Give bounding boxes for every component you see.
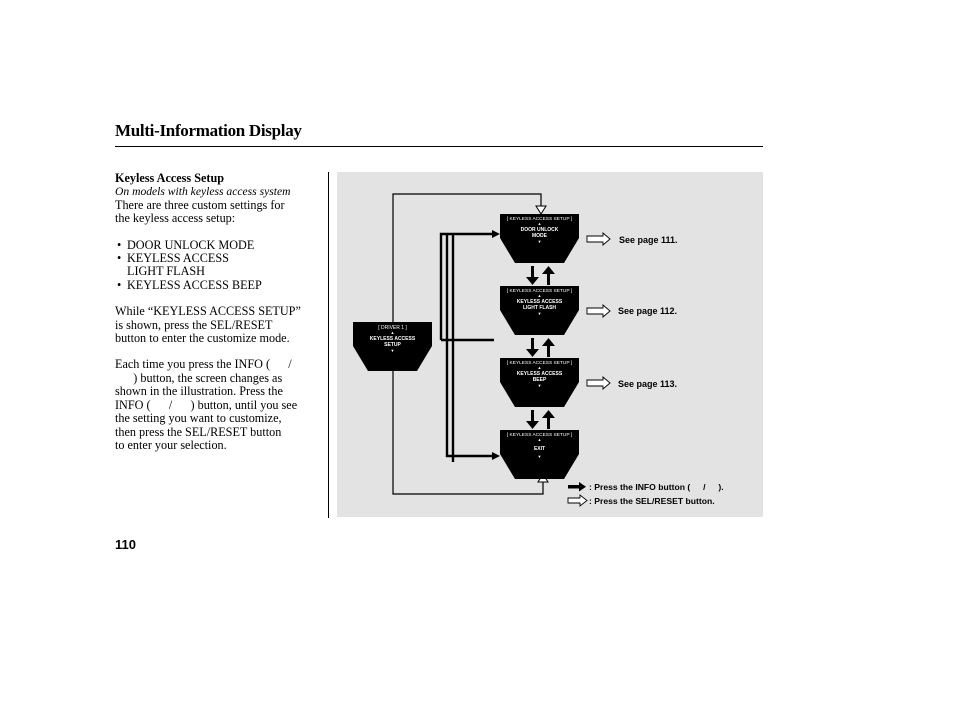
sel-arrow-icon — [587, 377, 610, 389]
see-page-note: See page 112. — [618, 306, 678, 316]
setup-flow-diagram — [337, 172, 763, 517]
paragraph-info — [115, 358, 320, 452]
column-divider — [328, 172, 329, 518]
screen-text: [ KEYLESS ACCESS SETUP ] — [506, 361, 573, 366]
legend-info-text: : Press the INFO button ( / ). — [589, 482, 724, 492]
page-number: 110 — [115, 537, 136, 552]
paragraph-line: ) button, the screen changes as — [115, 370, 283, 385]
paragraph-line: While “KEYLESS ACCESS SETUP” — [115, 304, 301, 319]
paragraph-line: the setting you want to customize, — [115, 411, 282, 426]
screen-text: [ KEYLESS ACCESS SETUP ] — [506, 433, 573, 438]
paragraph-line: Each time you press the INFO ( / — [115, 357, 292, 372]
list-item — [115, 279, 320, 292]
screen-text: EXIT — [533, 446, 546, 452]
paragraph-line: button to enter the customize mode. — [115, 331, 290, 346]
list-item-text: KEYLESS ACCESS BEEP — [127, 277, 262, 292]
info-arrow-pair — [526, 338, 555, 357]
paragraph-setup — [115, 305, 320, 345]
up-icon: ▲ — [537, 365, 542, 370]
screen-text: BEEP — [532, 377, 547, 383]
screen-text: DOOR UNLOCK — [520, 227, 559, 233]
screen-beep — [500, 358, 579, 407]
up-icon: ▲ — [537, 293, 542, 298]
screen-text: KEYLESS ACCESS — [516, 299, 563, 305]
down-icon: ▼ — [390, 348, 395, 353]
diagram-svg — [337, 172, 763, 517]
title-divider — [115, 146, 763, 147]
down-icon: ▼ — [537, 383, 542, 388]
legend-sel-text: : Press the SEL/RESET button. — [589, 496, 715, 506]
see-page-note: See page 113. — [618, 379, 678, 389]
page-title: Multi-Information Display — [115, 121, 302, 140]
sel-arrow-icon — [568, 495, 587, 506]
screen-text: LIGHT FLASH — [522, 305, 557, 311]
info-arrowhead-top — [492, 230, 500, 238]
info-arrowhead-bottom — [492, 452, 500, 460]
screen-text: KEYLESS ACCESS — [369, 336, 416, 342]
screen-text: KEYLESS ACCESS — [516, 371, 563, 377]
screen-light-flash — [500, 286, 579, 335]
up-icon: ▲ — [390, 330, 395, 335]
screen-text: [ DRIVER 1 ] — [378, 325, 407, 331]
down-icon: ▼ — [537, 239, 542, 244]
intro-line: There are three custom settings for — [115, 197, 285, 212]
sel-arrow-icon — [587, 233, 610, 245]
legend — [568, 482, 724, 506]
list-item — [115, 252, 320, 279]
down-icon: ▼ — [537, 311, 542, 316]
info-arrow-pair — [526, 266, 555, 285]
paragraph-line: to enter your selection. — [115, 437, 227, 452]
up-icon: ▲ — [537, 221, 542, 226]
list-item-text: KEYLESS ACCESS — [127, 251, 229, 266]
screen-door-unlock-mode — [500, 214, 579, 263]
list-item — [115, 239, 320, 252]
sel-arrowhead-top — [536, 206, 546, 214]
settings-list — [115, 239, 320, 293]
paragraph-line: then press the SEL/RESET button — [115, 424, 282, 439]
screen-text: [ KEYLESS ACCESS SETUP ] — [506, 217, 573, 222]
sel-arrow-icon — [587, 305, 610, 317]
screen-driver — [353, 322, 432, 371]
text-column — [115, 172, 320, 452]
section-heading: Keyless Access Setup — [115, 171, 225, 185]
info-arrow-icon — [568, 485, 580, 489]
info-loop — [441, 234, 494, 462]
screen-exit — [500, 430, 579, 479]
intro-line: the keyless access setup: — [115, 211, 236, 226]
screen-text: [ KEYLESS ACCESS SETUP ] — [506, 289, 573, 294]
screen-text: MODE — [532, 233, 547, 239]
paragraph-line: INFO ( / ) button, until you see — [115, 397, 298, 412]
down-icon: ▼ — [537, 454, 542, 459]
info-arrow-pair — [526, 410, 555, 429]
intro-paragraph — [115, 199, 320, 226]
up-icon: ▲ — [537, 437, 542, 442]
info-arrowhead-icon — [579, 482, 586, 492]
see-page-note: See page 111. — [619, 235, 678, 245]
section-subheading: On models with keyless access system — [115, 185, 291, 199]
paragraph-line: is shown, press the SEL/RESET — [115, 317, 273, 332]
list-item-text: DOOR UNLOCK MODE — [127, 237, 255, 252]
list-item-text: LIGHT FLASH — [127, 264, 205, 279]
paragraph-line: shown in the illustration. Press the — [115, 384, 283, 399]
screen-text: SETUP — [384, 342, 401, 348]
